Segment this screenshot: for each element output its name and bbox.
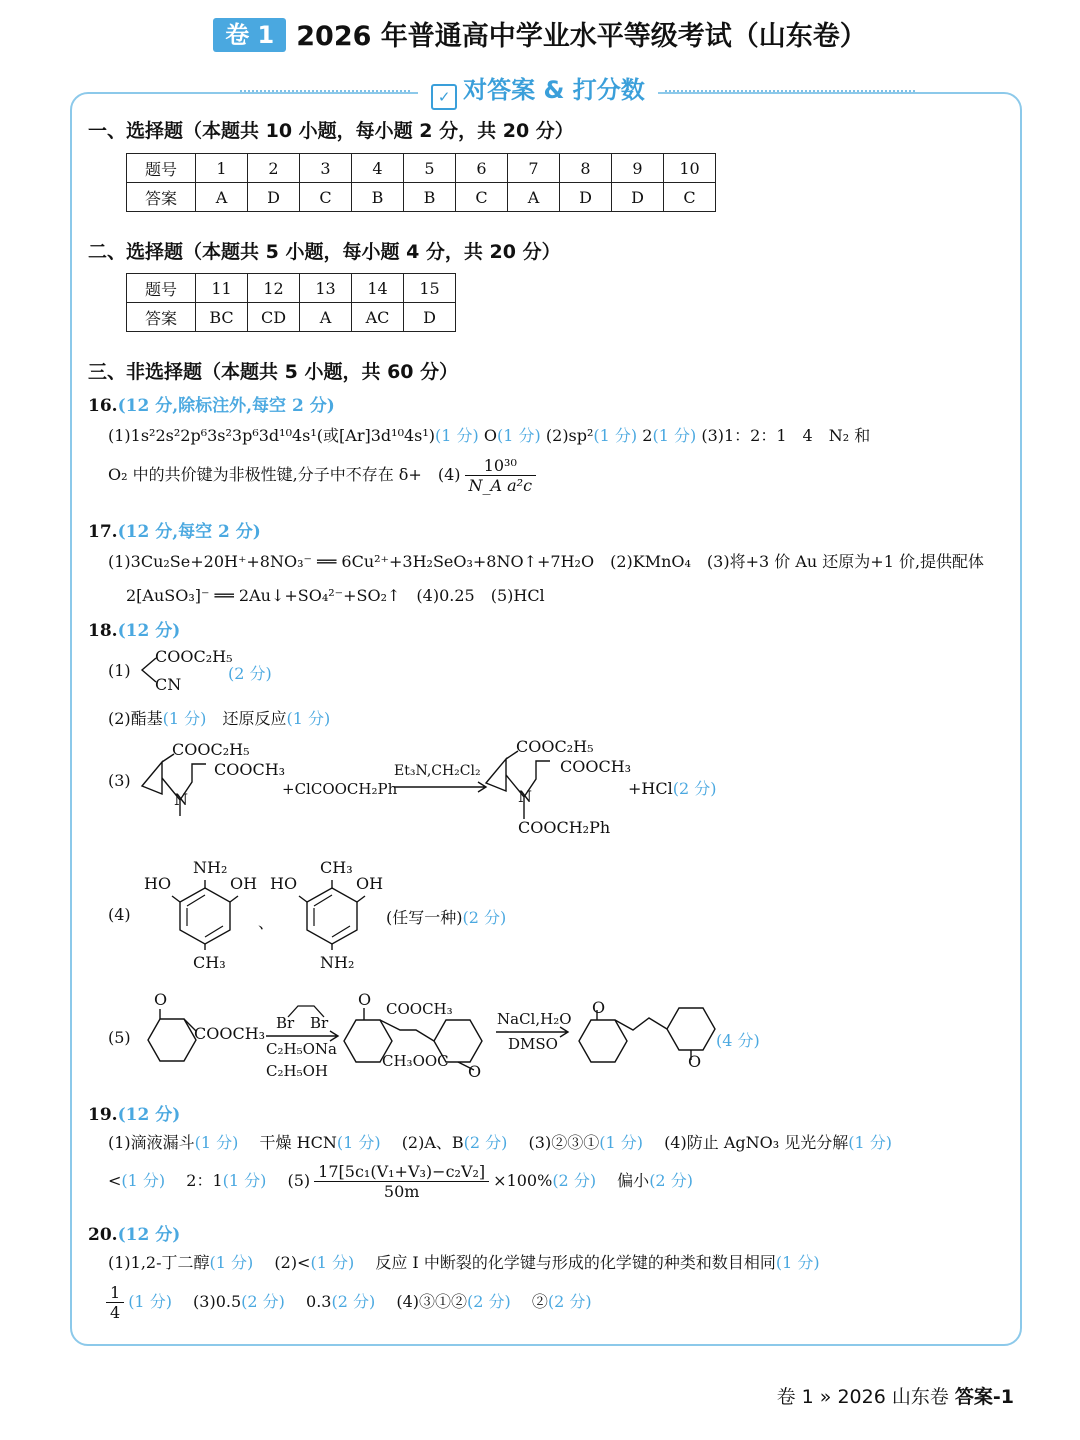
question-number: 15 <box>404 274 456 303</box>
question-number: 12 <box>248 274 300 303</box>
page-title: 2026 年普通高中学业水平等级考试（山东卷） <box>296 21 867 52</box>
answer-text: 偏小 <box>617 1171 650 1190</box>
separator: 、 <box>258 913 275 932</box>
atom-label: O <box>358 990 372 1009</box>
q17-line-2: 2[AuSO₃]⁻ ══ 2Au↓+SO₄²⁻+SO₂↑ (4)0.25 (5)HCl <box>126 586 545 605</box>
score-note: (12 分) <box>117 621 181 641</box>
score-note: (1 分) <box>121 1171 166 1190</box>
score-note: (1 分) <box>310 1253 355 1272</box>
answer-cell: C <box>300 183 352 212</box>
answer-text: O <box>483 426 498 445</box>
atom-label: O <box>688 1052 702 1071</box>
frame-title-text: 对答案 & 打分数 <box>463 76 645 104</box>
answer-text: (1)1s²2s²2p⁶3s²3p⁶3d¹⁰4s¹(或[Ar]3d¹⁰4s¹) <box>108 426 436 445</box>
title-dash-left <box>240 90 410 92</box>
question-number: 7 <box>508 154 560 183</box>
atom-label: Br <box>276 1014 295 1032</box>
score-note: (1 分) <box>336 1133 381 1152</box>
title-dash-right <box>665 90 915 92</box>
reagent: +ClCOOCH₂Ph <box>282 780 398 798</box>
question-number: 3 <box>300 154 352 183</box>
group-label: CH₃ <box>320 858 353 877</box>
q16-line-1 <box>108 423 870 446</box>
reaction-condition: NaCl,H₂O <box>497 1010 572 1028</box>
score-note: (2 分) <box>241 1292 285 1311</box>
row-label: 答案 <box>127 303 196 332</box>
fraction <box>106 1283 124 1322</box>
numerator: 1 <box>106 1283 124 1303</box>
group-label: OH <box>356 874 384 893</box>
group-label: COOC₂H₅ <box>155 647 233 666</box>
volume-badge: 卷 1 <box>213 18 286 52</box>
answer-cell: CD <box>248 303 300 332</box>
table-row <box>127 183 716 212</box>
answer-table-2 <box>126 273 456 332</box>
answer-text: (3)0.5 <box>193 1292 242 1311</box>
answer-cell: C <box>664 183 716 212</box>
answer-text: O₂ 中的共价键为非极性键,分子中不存在 δ+ (4) <box>108 465 461 484</box>
score-note: (2 分) <box>331 1292 376 1311</box>
section-3-title: 三、非选择题（本题共 5 小题，共 60 分） <box>88 361 459 383</box>
numerator: 10³⁰ <box>465 456 537 476</box>
answer-text: 2：1 <box>186 1171 223 1190</box>
table-row <box>127 154 716 183</box>
section-1-title: 一、选择题（本题共 10 小题，每小题 2 分，共 20 分） <box>88 120 574 142</box>
answer-cell: C <box>456 183 508 212</box>
page-header <box>0 14 1080 53</box>
group-label: COOCH₂Ph <box>518 818 611 837</box>
score-note: (2 分) <box>672 779 717 798</box>
atom-label: N <box>174 790 188 809</box>
score-note: (1 分) <box>162 709 207 728</box>
answer-text: 还原反应 <box>222 709 287 728</box>
answer-text: ×100% <box>493 1171 553 1190</box>
group-label: COOCH₃ <box>214 760 286 779</box>
question-number: 13 <box>300 274 352 303</box>
group-label: COOCH₃ <box>194 1024 266 1043</box>
answer-text: 0.3 <box>306 1292 332 1311</box>
footer-arrow-icon: » <box>819 1386 832 1408</box>
q17-line-1: (1)3Cu₂Se+20H⁺+8NO₃⁻ ══ 6Cu²⁺+3H₂SeO₃+8NO↑+7H₂O (2)KMnO₄ (3)将+3 价 Au 还原为+1 价,提供配体 <box>108 552 985 571</box>
byproduct <box>628 776 716 799</box>
group-label: OH <box>230 874 258 893</box>
score-note: (1 分) <box>775 1253 820 1272</box>
atom-label: Br <box>310 1014 329 1032</box>
question-number: 4 <box>352 154 404 183</box>
cyclohexanone-ring <box>140 1005 200 1075</box>
score-note: (1 分) <box>652 426 697 445</box>
footer-page: 答案-1 <box>954 1386 1014 1408</box>
answer-text: (3)1：2：1 4 N₂ 和 <box>701 426 871 445</box>
score-note: (2 分) <box>462 908 507 927</box>
group-label: CH₃ <box>193 953 226 972</box>
answer-cell: D <box>560 183 612 212</box>
score-note: (2 分) <box>467 1292 511 1311</box>
numerator: 17[5c₁(V₁+V₃)−c₂V₂] <box>314 1162 489 1182</box>
group-label: CN <box>155 675 182 694</box>
q-number: 16. <box>88 396 118 416</box>
score-note: (1 分) <box>497 426 541 445</box>
q19-heading <box>88 1100 180 1125</box>
score-note: (12 分) <box>117 1105 181 1125</box>
reaction-condition: DMSO <box>508 1035 558 1053</box>
score-note: (12 分,每空 2 分) <box>117 522 261 542</box>
group-label: COOC₂H₅ <box>516 737 594 756</box>
answer-cell: D <box>404 303 456 332</box>
answer-text: (3)②③① <box>528 1133 600 1152</box>
group-label: NH₂ <box>320 953 355 972</box>
atom-label: O <box>592 998 606 1017</box>
frame-title <box>418 70 658 110</box>
question-number: 11 <box>196 274 248 303</box>
q18-part4-note <box>386 905 506 928</box>
answer-text: (1)1,2-丁二醇 <box>108 1253 210 1272</box>
q18-heading <box>88 616 180 641</box>
q-number: 19. <box>88 1105 118 1125</box>
answer-cell: D <box>612 183 664 212</box>
score-note: (1 分) <box>599 1133 643 1152</box>
answer-cell: B <box>352 183 404 212</box>
answer-text: ② <box>531 1292 548 1311</box>
answer-text: (5) <box>287 1171 311 1190</box>
q-number: 20. <box>88 1225 118 1245</box>
score-note: (1 分) <box>848 1133 892 1152</box>
q-number: 17. <box>88 522 118 542</box>
answer-text: +HCl <box>628 779 673 798</box>
row-label: 题号 <box>127 274 196 303</box>
fraction <box>465 456 537 495</box>
reaction-condition: Et₃N,CH₂Cl₂ <box>394 763 481 779</box>
answer-table-1 <box>126 153 716 212</box>
answer-text: (2)< <box>274 1253 311 1272</box>
part-label: (4) <box>108 905 131 924</box>
reaction-arrow <box>392 780 492 794</box>
question-number: 5 <box>404 154 456 183</box>
answer-text: (2)酯基 <box>108 709 163 728</box>
score-note: (4 分) <box>716 1031 760 1050</box>
row-label: 题号 <box>127 154 196 183</box>
answer-cell: D <box>248 183 300 212</box>
atom-label: O <box>154 990 168 1009</box>
score-note: (2 分) <box>552 1171 597 1190</box>
q17-heading <box>88 517 261 542</box>
score-note: (1 分) <box>194 1133 239 1152</box>
denominator: N_A a²c <box>468 476 533 495</box>
table-row <box>127 274 456 303</box>
denominator: 4 <box>110 1303 121 1322</box>
score-note: (2 分) <box>547 1292 592 1311</box>
score-note: (12 分,除标注外,每空 2 分) <box>117 396 335 416</box>
q20-line-2 <box>106 1283 592 1322</box>
answer-text: (4)防止 AgNO₃ 见光分解 <box>664 1133 849 1152</box>
section-2-title: 二、选择题（本题共 5 小题，每小题 4 分，共 20 分） <box>88 241 561 263</box>
reaction-condition: C₂H₅OH <box>266 1062 328 1080</box>
q16-heading <box>88 391 335 416</box>
answer-cell: A <box>196 183 248 212</box>
q18-line-2 <box>108 706 330 729</box>
q-number: 18. <box>88 621 118 641</box>
question-number: 2 <box>248 154 300 183</box>
answer-text: 干燥 HCN <box>259 1133 337 1152</box>
answer-text: (2)A、B <box>401 1133 464 1152</box>
q16-line-2 <box>108 456 540 495</box>
question-number: 6 <box>456 154 508 183</box>
answer-cell: AC <box>352 303 404 332</box>
score-note: (2 分) <box>649 1171 693 1190</box>
answer-text: 2 <box>642 426 653 445</box>
part-label: (1) <box>108 661 131 680</box>
question-number: 14 <box>352 274 404 303</box>
answer-text: 反应 Ⅰ 中断裂的化学键与形成的化学键的种类和数目相同 <box>375 1253 776 1272</box>
question-number: 10 <box>664 154 716 183</box>
answer-text: < <box>108 1171 122 1190</box>
page-footer <box>777 1382 1014 1409</box>
q20-line-1 <box>108 1250 820 1273</box>
score-note: (2 分) <box>228 664 272 683</box>
score-note: (1 分) <box>286 709 331 728</box>
answer-cell: A <box>300 303 352 332</box>
reaction-condition: C₂H₅ONa <box>266 1040 337 1058</box>
group-label: COOC₂H₅ <box>172 740 250 759</box>
question-number: 9 <box>612 154 664 183</box>
group-label: HO <box>144 874 172 893</box>
score-note: (1 分) <box>209 1253 254 1272</box>
answer-text: (4)③①② <box>396 1292 467 1311</box>
group-label: NH₂ <box>193 858 228 877</box>
row-label: 答案 <box>127 183 196 212</box>
score-note: (1 分) <box>593 426 638 445</box>
q19-line-2 <box>108 1162 693 1201</box>
score-note: (12 分) <box>117 1225 181 1245</box>
footer-volume: 卷 1 <box>776 1386 814 1408</box>
question-number: 1 <box>196 154 248 183</box>
question-number: 8 <box>560 154 612 183</box>
score-note: (2 分) <box>463 1133 508 1152</box>
part-label: (5) <box>108 1028 131 1047</box>
score-note: (1 分) <box>222 1171 267 1190</box>
fraction <box>314 1162 489 1201</box>
answer-cell: A <box>508 183 560 212</box>
group-label: CH₃OOC <box>382 1052 449 1070</box>
footer-exam: 2026 山东卷 <box>837 1386 949 1408</box>
group-label: HO <box>270 874 298 893</box>
answer-cell: B <box>404 183 456 212</box>
answer-text: (任写一种) <box>386 908 463 927</box>
answer-text: (1)滴液漏斗 <box>108 1133 195 1152</box>
check-edit-icon: ✓ <box>431 84 457 110</box>
part-label: (3) <box>108 771 131 790</box>
score-note: (1 分) <box>128 1292 172 1311</box>
answer-cell: BC <box>196 303 248 332</box>
group-label: COOCH₃ <box>560 757 632 776</box>
denominator: 50m <box>383 1182 420 1201</box>
score-note: (1 分) <box>435 426 479 445</box>
atom-label: N <box>518 787 532 806</box>
table-row <box>127 303 456 332</box>
q20-heading <box>88 1220 180 1245</box>
answer-text: (2)sp² <box>545 426 594 445</box>
atom-label: O <box>468 1062 482 1081</box>
group-label: COOCH₃ <box>386 1000 453 1018</box>
q19-line-1 <box>108 1130 892 1153</box>
